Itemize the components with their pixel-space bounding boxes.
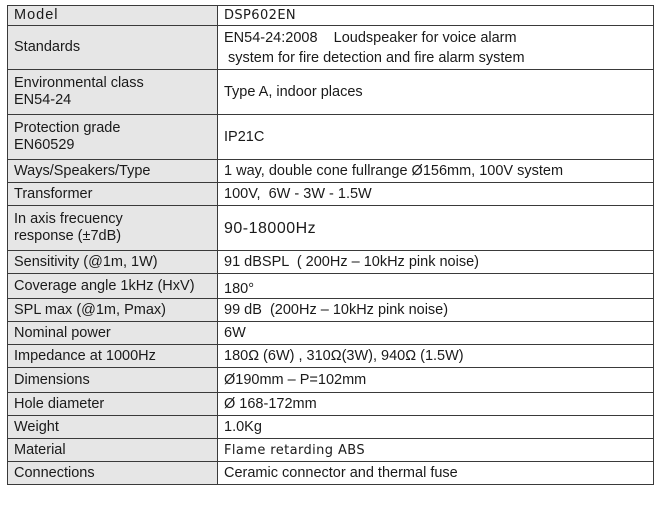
row-label: SPL max (@1m, Pmax) — [8, 299, 218, 322]
table-row — [8, 322, 654, 345]
row-label: In axis frecuency response (±7dB) — [8, 206, 218, 251]
table-row — [8, 26, 654, 70]
table-row — [8, 206, 654, 251]
row-value: Ceramic connector and thermal fuse — [218, 462, 654, 485]
row-label: Protection grade EN60529 — [8, 115, 218, 160]
row-value: Ø190mm – P=102mm — [218, 368, 654, 393]
row-label: Weight — [8, 416, 218, 439]
row-label: Connections — [8, 462, 218, 485]
row-label: Material — [8, 439, 218, 462]
row-value: Ø 168-172mm — [218, 393, 654, 416]
row-value: 180° — [218, 274, 654, 299]
table-row — [8, 462, 654, 485]
row-value: Type A, indoor places — [218, 70, 654, 115]
table-row — [8, 274, 654, 299]
row-value: EN54-24:2008 Loudspeaker for voice alarm system for fire detection and fire alarm system — [218, 26, 654, 70]
row-value: 180Ω (6W) , 310Ω(3W), 940Ω (1.5W) — [218, 345, 654, 368]
row-value: 90-18000Hz — [218, 206, 654, 251]
table-row — [8, 345, 654, 368]
row-label: Sensitivity (@1m, 1W) — [8, 251, 218, 274]
row-value: 1 way, double cone fullrange Ø156mm, 100V system — [218, 160, 654, 183]
table-row — [8, 70, 654, 115]
table-row — [8, 160, 654, 183]
table-row — [8, 6, 654, 26]
row-value: 100V, 6W - 3W - 1.5W — [218, 183, 654, 206]
spec-table — [7, 5, 654, 485]
row-label: Hole diameter — [8, 393, 218, 416]
table-row — [8, 416, 654, 439]
table-row — [8, 393, 654, 416]
row-label: Standards — [8, 26, 218, 70]
row-label: Ways/Speakers/Type — [8, 160, 218, 183]
row-value: 6W — [218, 322, 654, 345]
table-row — [8, 439, 654, 462]
row-value: 1.0Kg — [218, 416, 654, 439]
row-value: IP21C — [218, 115, 654, 160]
table-row — [8, 368, 654, 393]
row-label: Environmental class EN54-24 — [8, 70, 218, 115]
row-label: Impedance at 1000Hz — [8, 345, 218, 368]
table-row — [8, 299, 654, 322]
row-value: 99 dB (200Hz – 10kHz pink noise) — [218, 299, 654, 322]
table-row — [8, 115, 654, 160]
table-row — [8, 251, 654, 274]
row-label: Transformer — [8, 183, 218, 206]
row-label: Nominal power — [8, 322, 218, 345]
spec-sheet — [7, 5, 654, 485]
table-row — [8, 183, 654, 206]
row-value: Flame retarding ABS — [218, 439, 654, 462]
row-label: Coverage angle 1kHz (HxV) — [8, 274, 218, 299]
row-value: 91 dBSPL ( 200Hz – 10kHz pink noise) — [218, 251, 654, 274]
row-label: Model — [8, 6, 218, 26]
row-label: Dimensions — [8, 368, 218, 393]
row-value: DSP602EN — [218, 6, 654, 26]
